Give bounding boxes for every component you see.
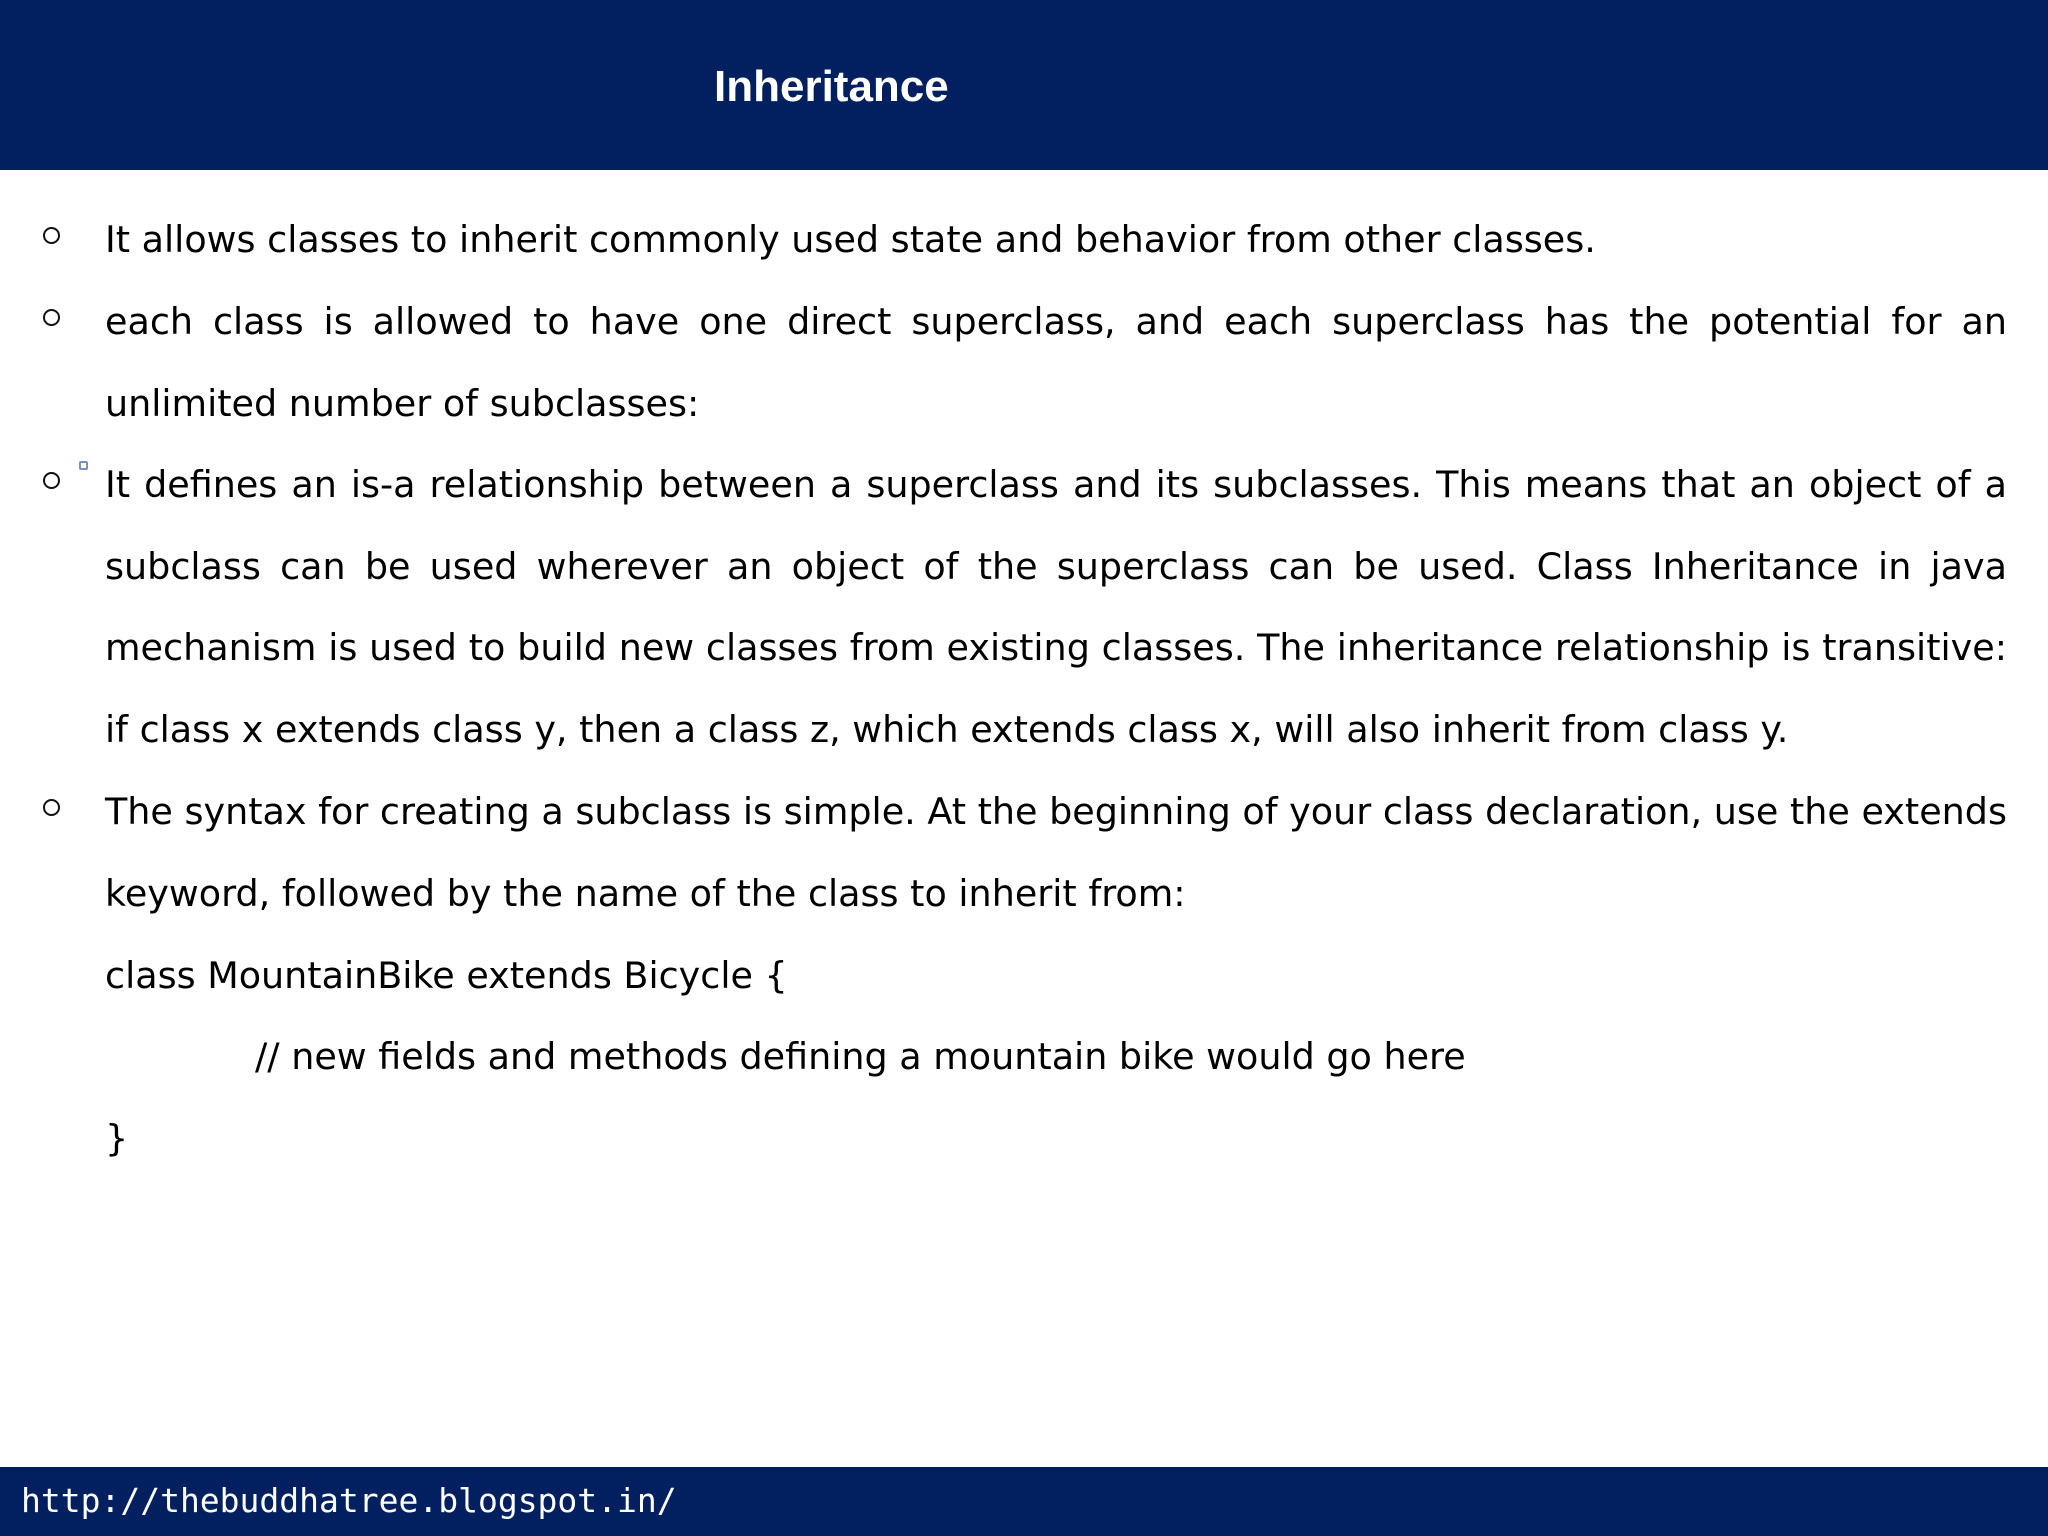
code-line-comment: // new fields and methods defining a mountain bike would go here — [255, 1035, 1466, 1078]
bullet-item — [105, 444, 2007, 771]
anchor-marker-icon — [79, 461, 88, 470]
bullet-item — [105, 199, 2007, 281]
slide-title: Inheritance — [714, 62, 949, 111]
circle-bullet-icon — [43, 309, 60, 326]
bullet-text: It defines an is-a relationship between a superclass and its subclasses. This means that an object of a subclass can be used wherever an object of the superclass can be used. Class Inheritance in java mechanism is used to build new classes from existing classes. The inheritance relationship is transitive: if class x extends class y, then a class z, which extends class x, will also inherit from class y. — [105, 463, 2007, 752]
bullet-text: each class is allowed to have one direct superclass, and each superclass has the potential for an unlimited number of subclasses: — [105, 300, 2007, 425]
code-line-closing-brace: } — [105, 1117, 129, 1160]
bullet-text: The syntax for creating a subclass is simple. At the beginning of your class declaration, use the extends keyword, followed by the name of the class to inherit from: — [105, 790, 2007, 915]
circle-bullet-icon — [43, 227, 60, 244]
circle-bullet-icon — [43, 799, 60, 816]
bullet-item — [105, 771, 2007, 934]
circle-bullet-icon — [43, 472, 60, 489]
bullet-item — [105, 281, 2007, 444]
slide-footer-bar — [0, 1467, 2048, 1536]
bullet-text: It allows classes to inherit commonly used state and behavior from other classes. — [105, 218, 1596, 261]
footer-url: http://thebuddhatree.blogspot.in/ — [21, 1481, 677, 1520]
code-line-class-declaration: class MountainBike extends Bicycle { — [105, 954, 788, 997]
